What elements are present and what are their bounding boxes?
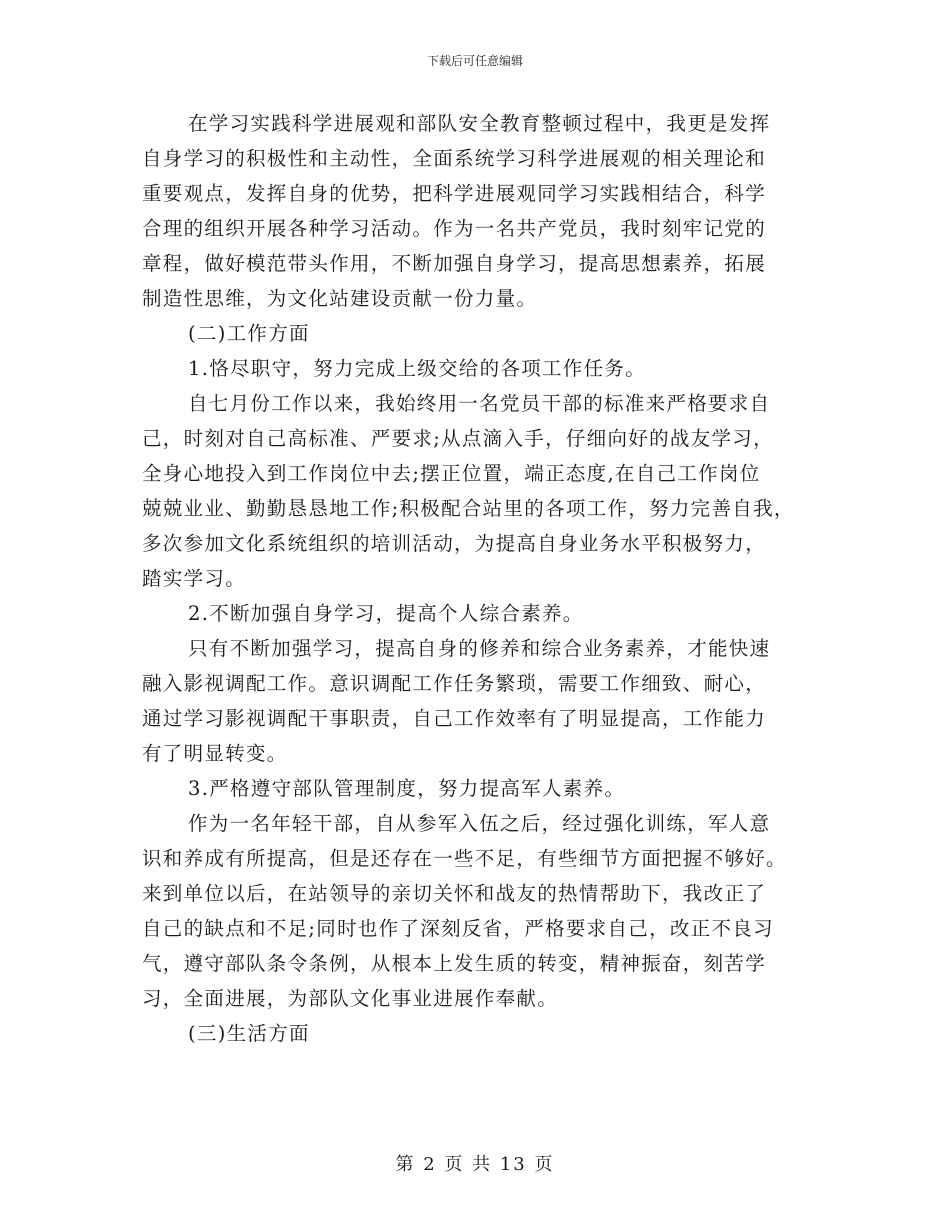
text-line: 气，遵守部队条令条例，从根本上发生质的转变，精神振奋，刻苦学 <box>142 952 767 975</box>
text-line: 全身心地投入到工作岗位中去;摆正位置，端正态度,在自己工作岗位 <box>142 462 761 485</box>
text-line: 3.严格遵守部队管理制度，努力提高军人素养。 <box>188 777 626 800</box>
text-line: 兢兢业业、勤勤恳恳地工作;积极配合站里的各项工作，努力完善自我， <box>142 497 795 520</box>
text-line: (三)生活方面 <box>188 1022 310 1045</box>
text-line: 己，时刻对自己高标准、严要求;从点滴入手，仔细向好的战友学习， <box>142 427 774 450</box>
text-line: 通过学习影视调配干事职责，自己工作效率有了明显提高，工作能力 <box>142 707 767 730</box>
text-line: 重要观点，发挥自身的优势，把科学进展观同学习实践相结合，科学 <box>142 182 767 205</box>
text-line: 作为一名年轻干部，自从参军入伍之后，经过强化训练，军人意 <box>188 812 771 835</box>
text-line: 多次参加文化系统组织的培训活动，为提高自身业务水平积极努力， <box>142 532 767 555</box>
text-line: 识和养成有所提高，但是还存在一些不足，有些细节方面把握不够好。 <box>142 847 787 870</box>
text-line: 习，全面进展，为部队文化事业进展作奉献。 <box>142 987 559 1010</box>
text-line: 2.不断加强自身学习，提高个人综合素养。 <box>188 602 584 625</box>
text-line: (二)工作方面 <box>188 322 310 345</box>
text-line: 自身学习的积极性和主动性，全面系统学习科学进展观的相关理论和 <box>142 147 767 170</box>
text-line: 只有不断加强学习，提高自身的修养和综合业务素养，才能快速 <box>188 637 771 660</box>
text-line: 合理的组织开展各种学习活动。作为一名共产党员，我时刻牢记党的 <box>142 217 767 240</box>
text-line: 有了明显转变。 <box>142 742 288 765</box>
text-line: 融入影视调配工作。意识调配工作任务繁琐，需要工作细致、耐心， <box>142 672 767 695</box>
text-line: 制造性思维，为文化站建设贡献一份力量。 <box>142 287 538 310</box>
page-number: 第 2 页 共 13 页 <box>395 1154 555 1175</box>
text-line: 踏实学习。 <box>142 567 247 590</box>
document-body <box>142 106 822 1051</box>
page-header: 下载后可任意编辑 <box>426 54 523 68</box>
text-line: 章程，做好模范带头作用，不断加强自身学习，提高思想素养，拓展 <box>142 252 767 275</box>
text-line: 1.恪尽职守，努力完成上级交给的各项工作任务。 <box>188 357 647 380</box>
text-line: 来到单位以后，在站领导的亲切关怀和战友的热情帮助下，我改正了 <box>142 882 767 905</box>
text-line: 自七月份工作以来，我始终用一名党员干部的标准来严格要求自 <box>188 392 771 415</box>
text-line: 在学习实践科学进展观和部队安全教育整顿过程中，我更是发挥 <box>188 112 771 135</box>
text-line: 自己的缺点和不足;同时也作了深刻反省，严格要求自己，改正不良习 <box>142 917 774 940</box>
